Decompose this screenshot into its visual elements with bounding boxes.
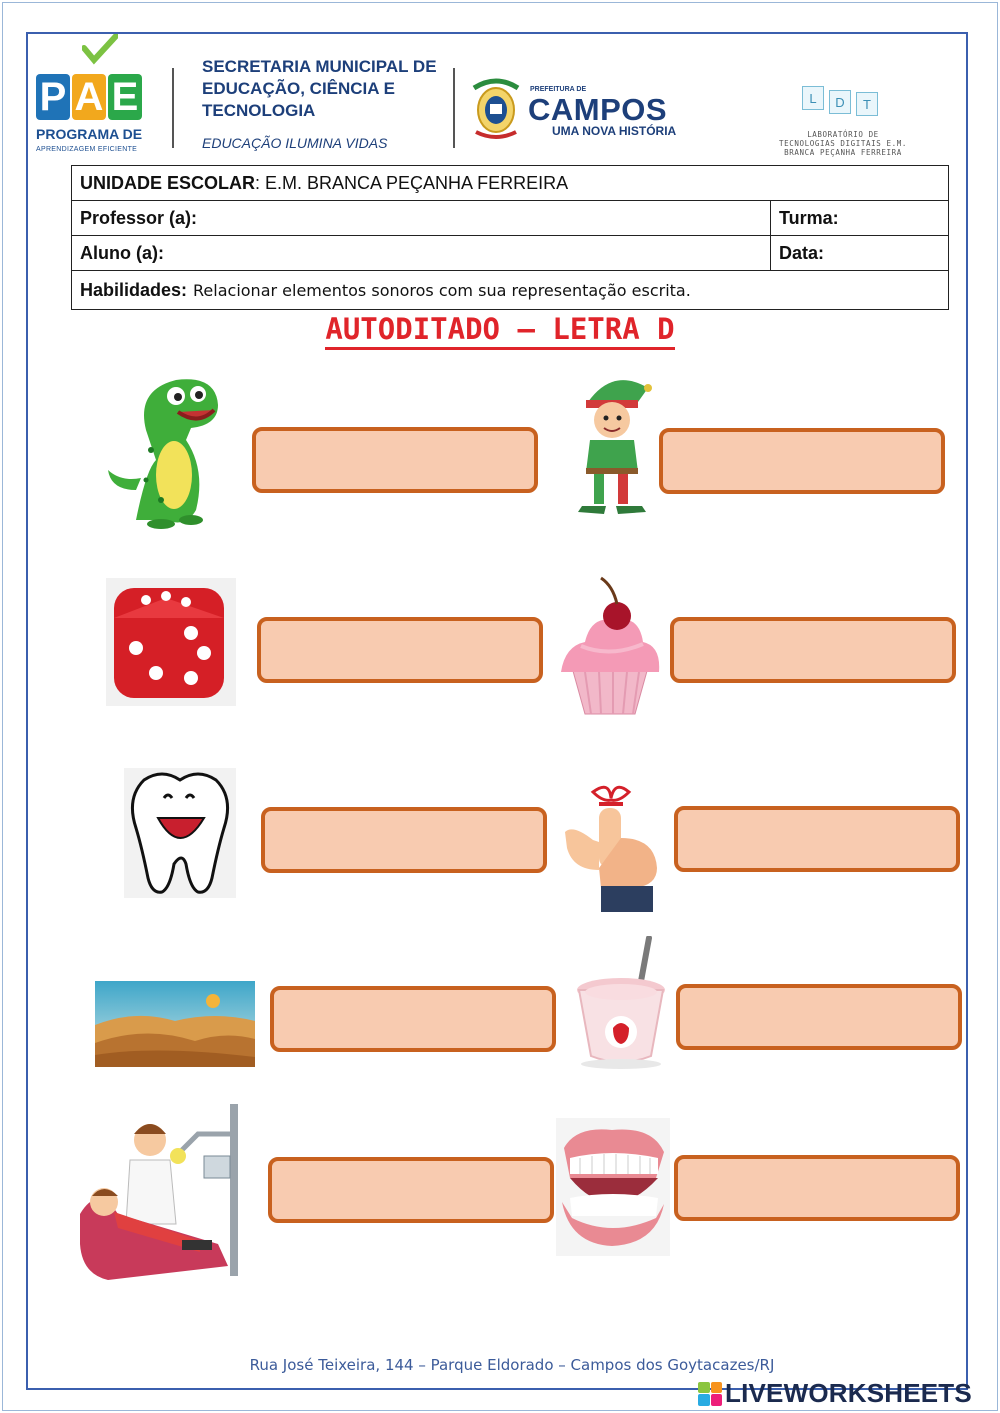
liveworksheets-icon [698, 1382, 722, 1406]
skills-row [72, 271, 948, 309]
tooth-icon [124, 768, 236, 898]
pae-name: PROGRAMA DE [36, 126, 143, 142]
pae-letter-a: A [72, 74, 106, 120]
elf-icon [568, 372, 658, 522]
info-table [71, 165, 949, 310]
class-label: Turma: [779, 207, 839, 228]
student-label: Aluno (a): [80, 242, 164, 263]
cupcake-icon [555, 576, 665, 716]
ldt-letter-l: L [802, 86, 824, 110]
answer-box-4[interactable] [670, 617, 956, 683]
answer-box-10[interactable] [674, 1155, 960, 1221]
teacher-label: Professor (a): [80, 207, 198, 228]
dinosaur-icon [106, 370, 224, 530]
dice-icon [106, 578, 236, 706]
ldt-text: LABORATÓRIO DE TECNOLOGIAS DIGITAIS E.M. BRANCA PEÇANHA FERREIRA [779, 130, 907, 157]
header-divider [453, 68, 455, 148]
skills-value: Relacionar elementos sonoros com sua representação escrita. [193, 280, 691, 300]
school-value: : E.M. BRANCA PEÇANHA FERREIRA [255, 172, 569, 193]
campos-seal-icon [470, 74, 522, 140]
school-row [72, 166, 948, 201]
pae-letter-p: P [36, 74, 70, 120]
teacher-row [72, 201, 948, 236]
header-divider [172, 68, 174, 148]
skills-label: Habilidades: [80, 279, 188, 300]
dentist-icon [78, 1104, 242, 1280]
ldt-letter-t: T [856, 92, 878, 116]
finger-ribbon-icon [563, 778, 663, 912]
answer-box-8[interactable] [676, 984, 962, 1050]
date-label: Data: [779, 242, 825, 263]
answer-box-5[interactable] [261, 807, 547, 873]
campos-prefeitura: PREFEITURA DE [530, 86, 587, 93]
pae-subtitle: APRENDIZAGEM EFICIENTE [36, 146, 138, 153]
desert-icon [95, 981, 255, 1067]
student-row [72, 236, 948, 271]
answer-box-2[interactable] [659, 428, 945, 494]
answer-box-1[interactable] [252, 427, 538, 493]
pae-letter-e: E [108, 74, 142, 120]
liveworksheets-logo [698, 1378, 972, 1409]
worksheet-title: AUTODITADO – LETRA D [0, 312, 1000, 346]
checkmark-icon [82, 34, 118, 66]
pae-logo [36, 74, 142, 120]
liveworksheets-text: LIVEWORKSHEETS [725, 1378, 972, 1408]
campos-name: CAMPOS [528, 92, 668, 127]
ldt-letter-d: D [829, 90, 851, 114]
campos-slogan: UMA NOVA HISTÓRIA [552, 124, 677, 138]
answer-box-3[interactable] [257, 617, 543, 683]
yogurt-icon [571, 936, 671, 1070]
answer-box-6[interactable] [674, 806, 960, 872]
school-label: UNIDADE ESCOLAR [80, 172, 256, 193]
tagline: EDUCAÇÃO ILUMINA VIDAS [202, 135, 388, 151]
teeth-icon [556, 1118, 670, 1256]
secretaria-title: SECRETARIA MUNICIPAL DE EDUCAÇÃO, CIÊNCIA E TECNOLOGIA [202, 57, 437, 120]
answer-box-9[interactable] [268, 1157, 554, 1223]
footer-address: Rua José Teixeira, 144 – Parque Eldorado – Campos dos Goytacazes/RJ [249, 1356, 775, 1374]
answer-box-7[interactable] [270, 986, 556, 1052]
